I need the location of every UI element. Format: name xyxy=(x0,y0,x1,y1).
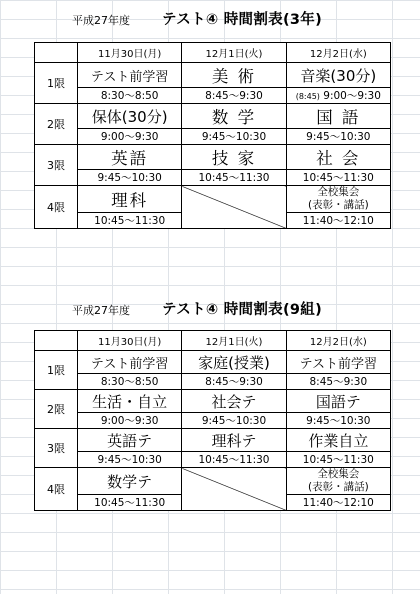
subject-text: 理科 xyxy=(111,191,149,210)
subject-text: 家庭(授業) xyxy=(198,353,270,372)
time-row xyxy=(35,413,391,429)
title-era: 平成27年度 xyxy=(72,14,130,27)
subject-text: 国 語 xyxy=(316,108,361,127)
period-label: 4限 xyxy=(35,186,78,229)
subject-text: 生活・自立 xyxy=(92,392,168,411)
timetable-3nen xyxy=(34,42,391,229)
header-row xyxy=(35,331,391,351)
period-row xyxy=(35,390,391,413)
corner-cell xyxy=(35,331,78,351)
time-cell: 9:00～9:30 xyxy=(78,129,182,145)
time-note: (8:45) xyxy=(295,92,320,101)
subject-cell xyxy=(286,63,390,88)
time-cell: 9:45～10:30 xyxy=(78,452,182,468)
empty-slot-diagonal xyxy=(182,186,286,229)
time-row xyxy=(35,374,391,390)
title-main: テスト④ 時間割表(3年) xyxy=(162,12,322,28)
time-cell: 11:40～12:10 xyxy=(286,213,390,229)
period-label: 1限 xyxy=(35,63,78,104)
period-label: 3限 xyxy=(35,429,78,468)
time-cell: 9:45～10:30 xyxy=(286,413,390,429)
period-label: 3限 xyxy=(35,145,78,186)
period-row xyxy=(35,186,391,213)
time-cell: 10:45～11:30 xyxy=(286,452,390,468)
period-row xyxy=(35,104,391,129)
subject-text: 音楽(30分) xyxy=(300,66,377,85)
time-row xyxy=(35,129,391,145)
subject-cell xyxy=(286,429,390,452)
time-row xyxy=(35,88,391,104)
subject-cell xyxy=(78,145,182,170)
subject-text: テスト前学習 xyxy=(299,356,378,372)
assembly-text: 全校集会 (表彰・講話) xyxy=(307,468,369,493)
subject-cell xyxy=(286,390,390,413)
time-cell: 9:00～9:30 xyxy=(78,413,182,429)
period-label: 4限 xyxy=(35,468,78,511)
subject-text: 理科テ xyxy=(211,431,257,450)
subject-cell xyxy=(182,351,286,374)
period-row xyxy=(35,63,391,88)
subject-cell xyxy=(78,63,182,88)
subject-cell xyxy=(182,429,286,452)
time-cell: 9:45～10:30 xyxy=(78,170,182,186)
time-cell: 11:40～12:10 xyxy=(286,495,390,511)
subject-cell xyxy=(286,104,390,129)
time-cell: 9:45～10:30 xyxy=(286,129,390,145)
corner-cell xyxy=(35,43,78,63)
time-cell: 10:45～11:30 xyxy=(78,495,182,511)
day-header: 11月30日(月) xyxy=(78,331,182,351)
subject-cell xyxy=(286,468,390,495)
subject-cell xyxy=(78,186,182,213)
subject-cell xyxy=(78,104,182,129)
subject-cell xyxy=(182,390,286,413)
subject-text: 英語テ xyxy=(107,431,153,450)
subject-text: 英語 xyxy=(111,149,149,168)
day-header: 12月1日(火) xyxy=(182,43,286,63)
time-cell: 9:45～10:30 xyxy=(182,129,286,145)
title-era: 平成27年度 xyxy=(72,304,130,317)
period-row xyxy=(35,145,391,170)
subject-text: テスト前学習 xyxy=(90,69,169,85)
day-header: 12月1日(火) xyxy=(182,331,286,351)
subject-cell xyxy=(78,429,182,452)
title-main: テスト④ 時間割表(9組) xyxy=(162,302,322,318)
day-header: 11月30日(月) xyxy=(78,43,182,63)
subject-cell xyxy=(182,63,286,88)
subject-text: 社 会 xyxy=(316,149,361,168)
time-row xyxy=(35,452,391,468)
period-row xyxy=(35,468,391,495)
period-row xyxy=(35,429,391,452)
empty-slot-diagonal xyxy=(182,468,286,511)
assembly-text: 全校集会 (表彰・講話) xyxy=(307,186,369,211)
time-cell xyxy=(286,88,390,104)
subject-cell xyxy=(78,351,182,374)
period-label: 2限 xyxy=(35,104,78,145)
timetable-9kumi xyxy=(34,330,391,511)
time-cell: 8:45～9:30 xyxy=(182,88,286,104)
subject-cell xyxy=(286,351,390,374)
subject-text: 国語テ xyxy=(315,392,361,411)
period-label: 2限 xyxy=(35,390,78,429)
subject-cell xyxy=(182,104,286,129)
subject-cell xyxy=(182,145,286,170)
subject-text: 美 術 xyxy=(211,67,257,86)
time-cell: 8:45～9:30 xyxy=(286,374,390,390)
subject-cell xyxy=(286,145,390,170)
schedule-title-3nen xyxy=(0,6,420,30)
time-cell: 10:45～11:30 xyxy=(182,452,286,468)
header-row xyxy=(35,43,391,63)
period-row xyxy=(35,351,391,374)
schedule-title-9kumi xyxy=(0,296,420,320)
time-cell: 8:30～8:50 xyxy=(78,374,182,390)
subject-text: 技 家 xyxy=(211,149,257,168)
subject-cell xyxy=(286,186,390,213)
subject-text: 社会テ xyxy=(211,392,257,411)
subject-text: 数学テ xyxy=(107,472,153,491)
subject-text: テスト前学習 xyxy=(90,356,169,372)
day-header: 12月2日(水) xyxy=(286,331,390,351)
time-cell: 10:45～11:30 xyxy=(182,170,286,186)
subject-text: 作業自立 xyxy=(308,431,369,450)
time-cell: 10:45～11:30 xyxy=(78,213,182,229)
subject-cell xyxy=(78,390,182,413)
period-label: 1限 xyxy=(35,351,78,390)
day-header: 12月2日(水) xyxy=(286,43,390,63)
time-row xyxy=(35,170,391,186)
time-cell: 9:45～10:30 xyxy=(182,413,286,429)
time-cell: 8:45～9:30 xyxy=(182,374,286,390)
subject-cell xyxy=(78,468,182,495)
subject-text: 数 学 xyxy=(211,108,257,127)
time-cell: 10:45～11:30 xyxy=(286,170,390,186)
subject-text: 保体(30分) xyxy=(91,107,168,126)
time-cell: 8:30～8:50 xyxy=(78,88,182,104)
time-text: 9:00～9:30 xyxy=(323,90,381,102)
